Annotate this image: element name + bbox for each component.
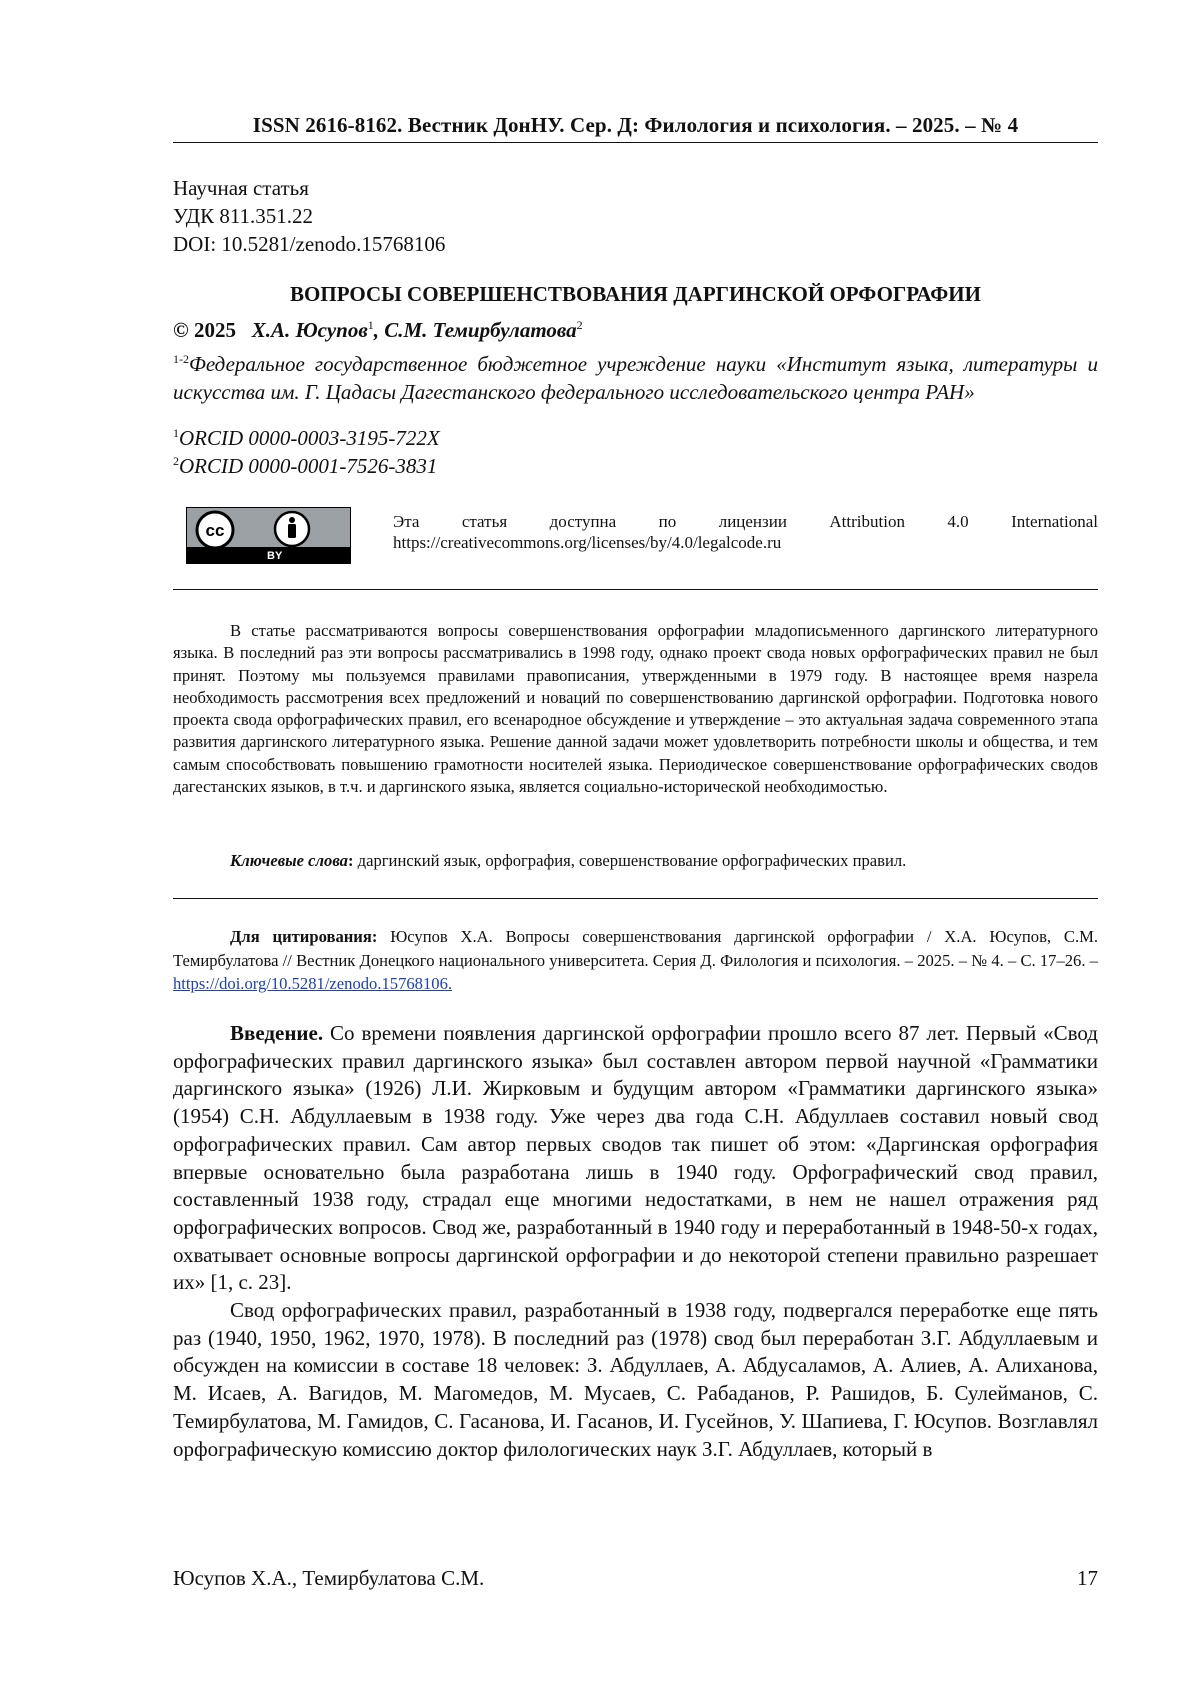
author-1: Х.А. Юсупов [251,318,368,342]
intro-label: Введение. [230,1021,324,1045]
abstract: В статье рассматриваются вопросы совершенствования орфографии младописьменного даргинского литературного языка. В последний раз эти вопросы рассматривались в 1998 году, однако проект свода новых орфографических правил не был принят. Поэтому мы пользуемся правилами правописания, утвержденными в 1979 году. В настоящее время назрела необходимость рассмотрения всех предложений и новаций по совершенствованию даргинской орфографии. Подготовка нового проекта свода орфографических правил, его всенародное обсуждение и утверждение – это актуальная задача современного этапа развития даргинского литературного языка. Решение данной задачи может удовлетворить потребности школы и общества, и тем самым способствовать повышению грамотности носителей языка. Периодическое совершенствование орфографических сводов дагестанских языков, в т.ч. и даргинского языка, является социально-исторической необходимостью. [173,621,1098,797]
author-1-sup: 1 [367,318,374,332]
keywords-text: даргинский язык, орфография, совершенствование орфографических правил. [353,851,907,870]
divider-bottom [173,898,1098,899]
keywords-label: Ключевые слова [230,851,348,870]
orcid-1 [173,426,440,451]
orcid-2-sup: 2 [173,454,179,468]
paragraph-2: Свод орфографических правил, разработанный в 1938 году, подвергался переработке еще пять раз (1940, 1950, 1962, 1970, 1978). В последний раз (1978) свод был переработан З.Г. Абдуллаевым и обсужден на комиссии в составе 18 человек: З. Абдуллаев, А. Абдусаламов, А. Алиев, А. Алиханова, М. Исаев, А. Вагидов, М. Магомедов, М. Мусаев, С. Рабаданов, Р. Рашидов, Б. Сулейманов, С. Темирбулатова, М. Гамидов, С. Гасанова, И. Гасанов, И. Гусейнов, У. Шапиева, Г. Юсупов. Возглавлял орфографическую комиссию доктор филологических наук З.Г. Абдуллаев, который в [173,1298,1098,1461]
journal-header: ISSN 2616-8162. Вестник ДонНУ. Сер. Д: Филология и психология. – 2025. – № 4 [173,113,1098,143]
citation-block [173,925,1098,996]
cc-by-license-badge[interactable] [186,507,351,564]
affiliation-text: Федеральное государственное бюджетное учреждение науки «Институт языка, литературы и искусства им. Г. Цадасы Дагестанского федерального исследовательского центра РАН» [173,352,1098,404]
citation-doi-link[interactable]: https://doi.org/10.5281/zenodo.15768106. [173,974,453,993]
doi: DOI: 10.5281/zenodo.15768106 [173,232,446,256]
udc-code: УДК 811.351.22 [173,204,314,228]
orcid-2 [173,454,437,479]
affiliation [173,345,1098,406]
by-label: BY [267,550,283,562]
cc-mark: cc [205,521,225,540]
license-url[interactable]: https://creativecommons.org/licenses/by/4.0/legalcode.ru [393,533,782,552]
author-separator: , [373,318,385,342]
orcid-1-text: ORCID 0000-0003-3195-722X [179,426,440,450]
orcid-1-sup: 1 [173,426,179,440]
keywords [230,851,906,871]
keywords-colon: : [347,851,354,870]
footer-authors: Юсупов Х.А., Темирбулатова С.М. [173,1566,485,1590]
article-meta [173,174,445,258]
copyright: © 2025 [173,318,236,342]
author-2-sup: 2 [576,318,583,332]
paragraph-1-text: Со времени появления даргинской орфографии прошло всего 87 лет. Первый «Свод орфографических правил даргинского языка» был составлен автором первой научной «Грамматики даргинского языка» (1926) Л.И. Жирковым и будущим автором «Грамматики даргинского языка» (1954) С.Н. Абдуллаевым в 1938 году. Уже через два года С.Н. Абдуллаев составил новый свод орфографических правил. Сам автор первых сводов так пишет об этом: «Даргинская орфография впервые основательно была разработана лишь в 1940 году. Орфографический свод правил, составленный 1938 году, страдал еще многими недостатками, в нем не нашел отражения ряд орфографических вопросов. Свод же, разработанный в 1940 году и переработанный в 1948-50-х годах, охватывает основные вопросы даргинской орфографии и до некоторой степени правильно разрешает их» [1, с. 23]. [173,1021,1098,1295]
divider-top [173,589,1098,590]
cc-by-icon [187,508,352,549]
page-number: 17 [1077,1566,1098,1590]
citation-label: Для цитирования: [230,927,378,946]
author-2: С.М. Темирбулатова [384,318,577,342]
authors-line [173,318,583,343]
affiliation-sup: 1-2 [173,352,189,366]
orcid-2-text: ORCID 0000-0001-7526-3831 [179,454,438,478]
citation-text: Юсупов Х.А. Вопросы совершенствования даргинской орфографии / Х.А. Юсупов, С.М. Темирбулатова // Вестник Донецкого национального университета. Серия Д. Филология и психология. – 2025. – № 4. – С. 17–26. – [173,927,1099,970]
body-text [173,1020,1098,1463]
article-type: Научная статья [173,176,309,200]
license-text: Эта статья доступна по лицензии Attribution 4.0 International [393,512,1098,531]
paragraph-1 [173,1020,1098,1297]
article-title: ВОПРОСЫ СОВЕРШЕНСТВОВАНИЯ ДАРГИНСКОЙ ОРФОГРАФИИ [290,282,981,306]
